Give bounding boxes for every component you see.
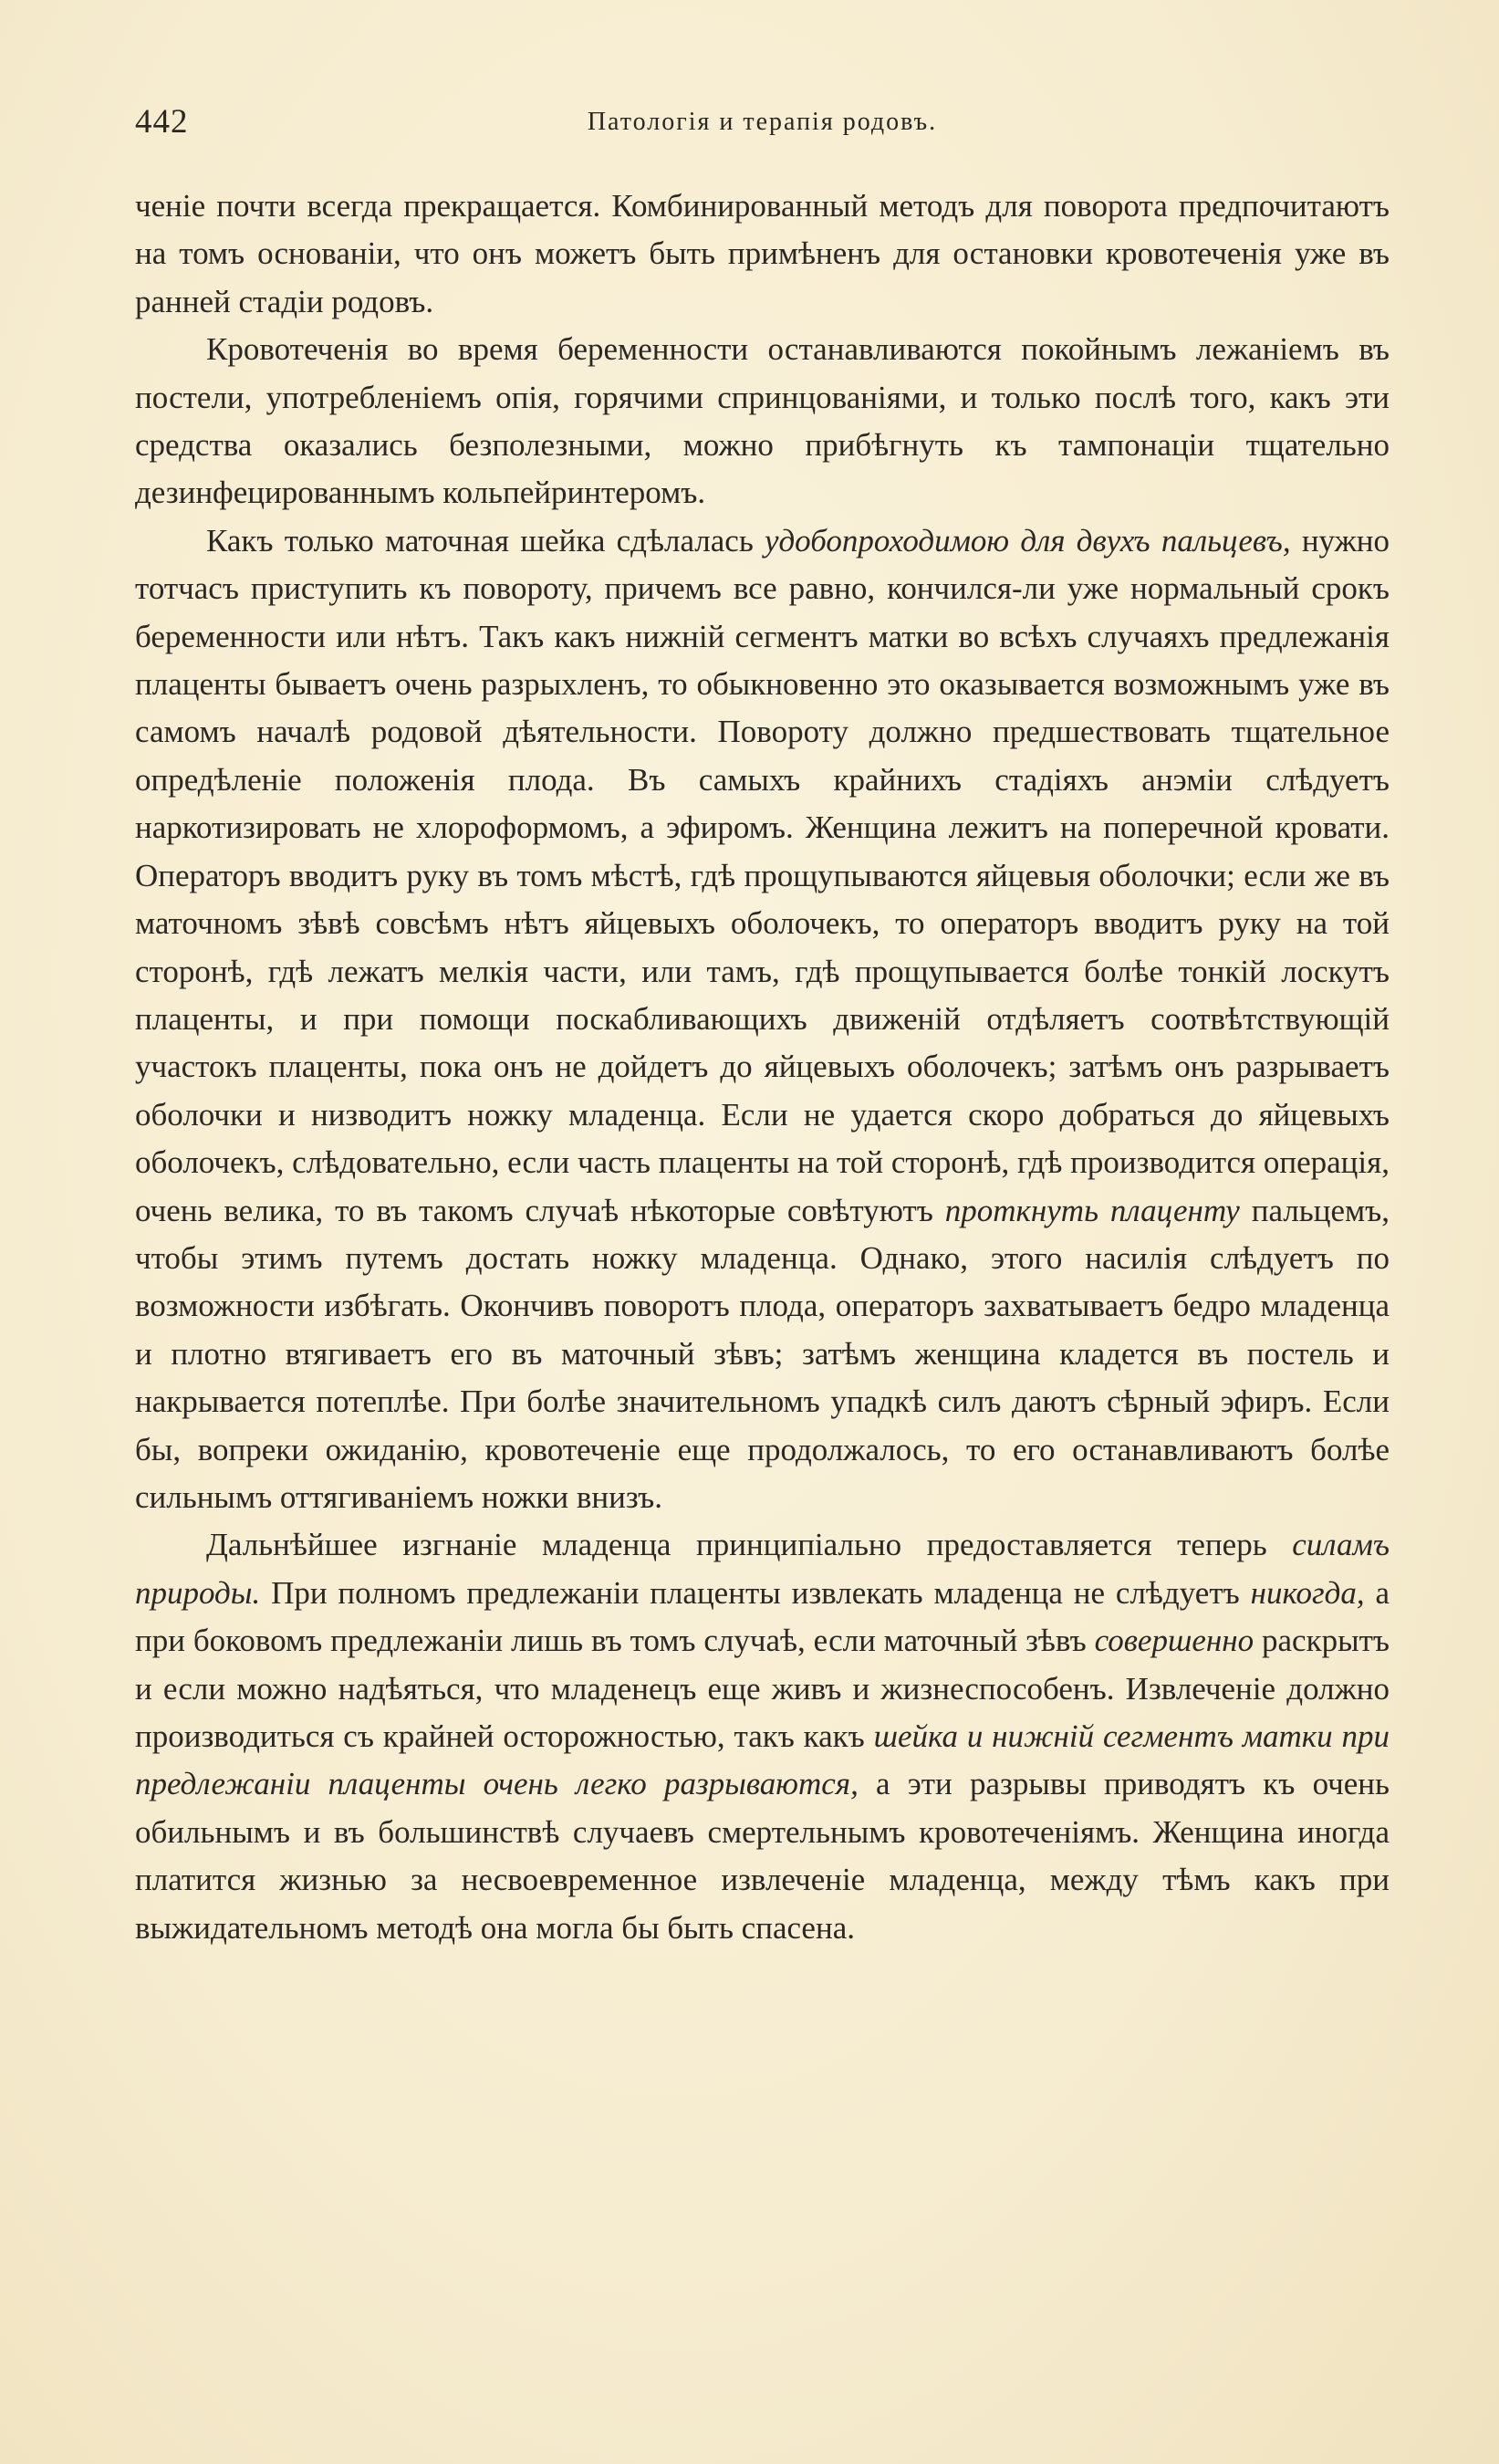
italic-emphasis: удобопроходимою для двухъ пальцевъ,: [765, 522, 1291, 559]
page-number: 442: [135, 103, 189, 141]
text-run: нужно тотчасъ приступить къ повороту, причемъ все равно, кончился-ли уже нормальный срокъ беременности или нѣтъ. Такъ какъ нижній сегментъ матки во всѣхъ случаяхъ предлежанія плаценты бываетъ очень разрыхленъ, то обыкновенно это оказывается возможнымъ уже въ самомъ началѣ родовой дѣятельности. Повороту должно предшествовать тщательное опредѣленіе положенія плода. Въ самыхъ крайнихъ стадіяхъ анэміи слѣдуетъ наркотизировать не хлороформомъ, а эфиромъ. Женщина лежитъ на поперечной кровати. Операторъ вводитъ руку въ томъ мѣстѣ, гдѣ прощупываются яйцевыя оболочки; если же въ маточномъ зѣвѣ совсѣмъ нѣтъ яйцевыхъ оболочекъ, то операторъ вводитъ руку на той сторонѣ, гдѣ лежатъ мелкія части, или тамъ, гдѣ прощупывается болѣе тонкій лоскутъ плаценты, и при помощи поскабливающихъ движеній отдѣляетъ соотвѣтствующій участокъ плаценты, пока онъ не дойдетъ до яйцевыхъ оболочекъ; затѣмъ онъ разрываетъ оболочки и низводитъ ножку младенца. Если не удается скоро добраться до яйцевыхъ оболочекъ, слѣдовательно, если часть плаценты на той сторонѣ, гдѣ производится операція, очень велика, то въ такомъ случаѣ нѣкоторые совѣтуютъ: [135, 522, 1390, 1228]
italic-emphasis: шейка и нижній сегментъ матки при предлежаніи плаценты очень легко разрываются,: [135, 1718, 1390, 1802]
italic-emphasis: проткнуть плаценту: [944, 1192, 1240, 1228]
paragraph: [135, 326, 1390, 517]
text-run: пальцемъ, чтобы этимъ путемъ достать ножку младенца. Однако, этого насилія слѣдуетъ по возможности избѣгать. Окончивъ поворотъ плода, операторъ захватываетъ бедро младенца и плотно втягиваетъ его въ маточный зѣвъ; затѣмъ женщина кладется въ постель и накрывается потеплѣе. При болѣе значительномъ упадкѣ силъ даютъ сѣрный эфиръ. Если бы, вопреки ожиданію, кровотеченіе еще продолжалось, то его останавливаютъ болѣе сильнымъ оттягиваніемъ ножки внизъ.: [135, 1192, 1390, 1515]
paragraph: [135, 1521, 1390, 1952]
text-run: раскрытъ и если можно надѣяться, что младенецъ еще живъ и жизнеспособенъ. Извлеченіе должно производиться съ крайней осторожностью, такъ какъ: [135, 1623, 1390, 1754]
text-run: Кровотеченія во время беременности останавливаются покойнымъ лежаніемъ въ постели, употребленіемъ опія, горячими спринцованіями, и только послѣ того, какъ эти средства оказались безполезными, можно прибѣгнуть къ тампонаціи тщательно дезинфецированнымъ кольпейринтеромъ.: [135, 331, 1390, 511]
running-head: [135, 102, 1390, 148]
body-text: [135, 183, 1390, 1952]
paragraph: [135, 517, 1390, 1522]
text-run: Дальнѣйшее изгнаніе младенца принципіально предоставляется теперь: [206, 1527, 1293, 1563]
running-title: Патологія и терапія родовъ.: [587, 108, 938, 136]
italic-emphasis: совершенно: [1094, 1623, 1254, 1659]
paragraph: [135, 183, 1390, 326]
text-run: При полномъ предлежаніи плаценты извлекать младенца не слѣдуетъ: [260, 1574, 1251, 1611]
text-run: а эти разрывы приводятъ къ очень обильнымъ и въ большинствѣ случаевъ смертельнымъ кровотеченіямъ. Женщина иногда платится жизнью за несвоевременное извлеченіе младенца, между тѣмъ какъ при выжидательномъ методѣ она могла бы быть спасена.: [135, 1766, 1390, 1946]
text-run: ченіе почти всегда прекращается. Комбинированный методъ для поворота предпочитаютъ на томъ основаніи, что онъ можетъ быть примѣненъ для остановки кровотеченія уже въ ранней стадіи родовъ.: [135, 188, 1390, 319]
text-run: а при боковомъ предлежаніи лишь въ томъ случаѣ, если маточный зѣвъ: [135, 1574, 1390, 1659]
italic-emphasis: силамъ природы.: [135, 1527, 1390, 1611]
text-run: Какъ только маточная шейка сдѣлалась: [206, 522, 765, 559]
italic-emphasis: никогда,: [1250, 1574, 1365, 1611]
